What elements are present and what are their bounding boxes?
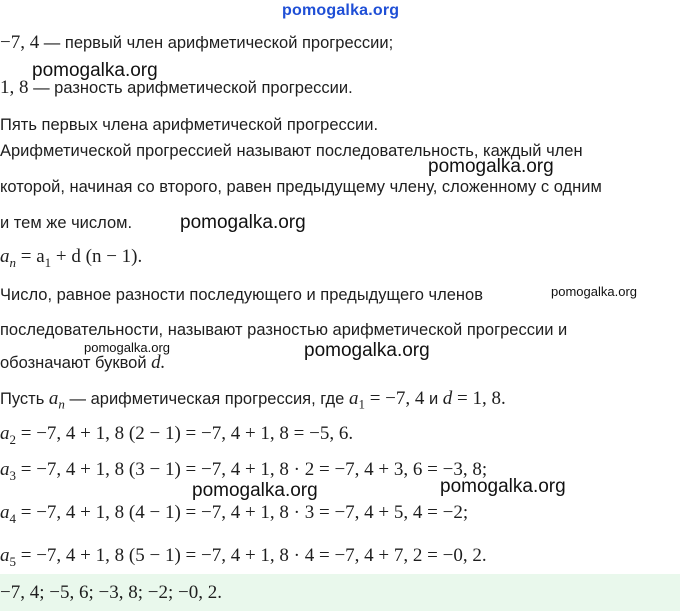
answer-text: −7, 4; −5, 6; −3, 8; −2; −0, 2. xyxy=(0,582,222,603)
equation-a5: $a_5 = -7$, 4 + 1, 8 (5 − 1) = −7, 4 + 1, 8 · 4 = −7, 4 + 7, 2 = −0, 2. xyxy=(0,545,487,569)
text-line-difference-def-1: Число, равное разности последующего и предыдущего членов xyxy=(0,286,483,304)
text-line-first-term xyxy=(0,32,393,54)
equation-a4: $a_4 = -7$, 4 + 1, 8 (4 − 1) = −7, 4 + 1, 8 · 3 = −7, 4 + 5, 4 = −2; xyxy=(0,502,469,526)
text-line-definition-3: и тем же числом. xyxy=(0,214,133,232)
text-line-difference-def-2: последовательности, называют разностью арифметической прогрессии и xyxy=(0,321,568,339)
watermark-1: pomogalka.org xyxy=(32,60,158,81)
watermark-4: pomogalka.org xyxy=(551,284,637,299)
text-first-term-desc: — первый член арифметической прогрессии; xyxy=(39,34,394,52)
watermark-2: pomogalka.org xyxy=(428,156,554,177)
text-line-five-terms: Пять первых члена арифметической прогрессии. xyxy=(0,116,379,134)
text-line-difference-def-3: обозначают буквой d. xyxy=(0,352,166,373)
watermark-7: pomogalka.org xyxy=(192,480,318,501)
equation-a2: $a_2 = -7$, 4 + 1, 8 (2 − 1) = −7, 4 + 1, 8 = −5, 6. xyxy=(0,423,354,447)
text-line-definition-2: которой, начиная со второго, равен предыдущему члену, сложенному с одним xyxy=(0,178,602,196)
math-first-term: −7, 4 xyxy=(0,32,40,53)
header-watermark: pomogalka.org xyxy=(282,2,400,19)
equation-a3: $a_3 = -7$, 4 + 1, 8 (3 − 1) = −7, 4 + 1, 8 · 2 = −7, 4 + 3, 6 = −3, 8; xyxy=(0,459,488,483)
text-line-definition-1: Арифметической прогрессией называют последовательность, каждый член xyxy=(0,142,583,160)
watermark-6: pomogalka.org xyxy=(304,340,430,361)
formula-nth-term: $a_n = a_1 + d$ (n − 1). xyxy=(0,246,143,270)
watermark-8: pomogalka.org xyxy=(440,476,566,497)
math-difference: 1, 8 xyxy=(0,77,29,98)
answer-box xyxy=(0,574,680,611)
watermark-3: pomogalka.org xyxy=(180,212,306,233)
text-difference-desc: — разность арифметической прогрессии. xyxy=(28,79,353,97)
text-line-given: Пусть $a_n$ — арифметическая прогрессия, где $a_1 = -7$, 4 и d = 1, 8. xyxy=(0,388,506,412)
watermark-5: pomogalka.org xyxy=(84,340,170,355)
